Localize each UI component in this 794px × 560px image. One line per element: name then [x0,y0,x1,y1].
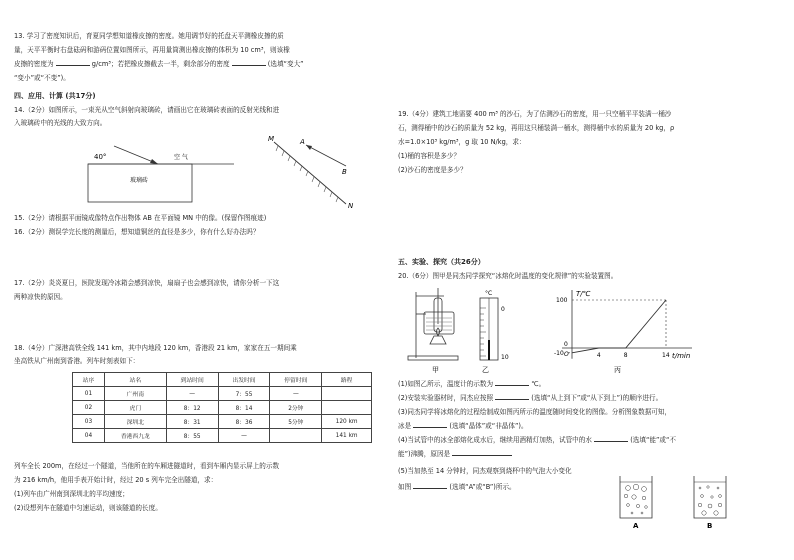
q20-sub1: (1)如图乙所示，温度计的示数为 ℃。 [398,380,546,388]
q19-line1: 19.（4分）建筑工地需要 400 m³ 的沙石，为了估测沙石的密度，用一只空桶平平装满一桶沙 [398,110,672,118]
scale-label-bottom: 10 [501,354,509,361]
x-tick-label: 14 [662,352,670,359]
label-beaker-a: A [633,522,639,530]
bubble-beakers [614,470,774,532]
answer-blank[interactable] [452,448,512,456]
mirror-hatching [276,146,338,202]
alcohol-lamp [430,336,446,344]
label-m: M [268,135,275,143]
q20-sub3-line1: (3)同杰同学将冰熔化的过程绘制成如图丙所示的温度随时间变化的图像。分析图象数据可知， [398,408,672,416]
glass-label: 玻璃砖 [130,177,149,184]
answer-blank[interactable] [413,481,447,489]
q20-sub4-line1: (4)当试管中的冰全部熔化成水后，继续用酒精灯加热，试管中的水 (选填“能”或“不 [398,436,676,444]
scale-label-top: 0 [501,306,505,313]
origin-label: O [564,351,569,358]
unit-label: °C [485,290,493,297]
label-beaker-b: B [707,522,713,530]
answer-blank[interactable] [232,58,266,66]
answer-blank[interactable] [594,434,628,442]
q20-figures [402,284,722,374]
q14-figures [74,132,374,210]
table-row: 02 虎门 8：12 8：14 2分钟 [73,401,372,415]
ray-arrow-icon [150,159,158,164]
q14-line2: 入玻璃砖中的光线的大致方向。 [14,119,107,127]
thermometer-figure [480,290,509,361]
melting-chart [554,290,692,360]
section-4-title: 四、应用、计算 (共17分) [14,92,96,100]
answer-blank[interactable] [495,378,529,386]
q14-line1: 14.（2分）如图所示，一束光从空气斜射向玻璃砖，请画出它在玻璃砖表面的反射光线和进 [14,106,280,114]
q13-line4: “变小”或“不变”)。 [14,74,70,82]
answer-blank[interactable] [495,392,529,400]
beaker [424,312,454,334]
q19-sub1: (1)桶的容积是多少？ [398,152,461,160]
apparatus-figure [408,288,458,360]
table-header-row: 站序 站名 到站时间 出发时间 停留时间 路程 [73,373,372,387]
q18-sub2: (2)设想列车在隧道中匀速运动，则该隧道的长度。 [14,504,162,512]
label-a: A [300,138,305,146]
x-tick-label: 4 [596,352,601,359]
beaker-a [620,476,652,530]
stand-base [408,356,458,360]
q20-line1: 20.（6分）图甲是同杰同学探究“冰熔化时温度的变化规律”的实验装置图。 [398,272,618,280]
label-n: N [348,202,354,210]
q18-line3: 列车全长 200m，在经过一个隧道，当他所在的车厢进隧道时，看到车厢内显示屏上的示数 [14,462,280,470]
label-yi: 乙 [482,366,489,374]
q20-sub3-line2: 冰是 (选填“晶体”或“非晶体”)。 [398,422,528,430]
table-row: 04 香港西九龙 8：55 — 141 km [73,429,372,443]
q15: 15.（2分）请根据平面镜成像特点作出物体 AB 在平面镜 MN 中的像。(保留作图痕迹) [14,214,267,222]
x-tick-label: 8 [623,352,628,359]
q20-sub2: (2)安装实验器材时，同杰应按照 (选填“从上到下”或“从下到上”)的顺序进行。 [398,394,663,402]
x-axis-label: t/min [672,352,691,360]
table-row: 03 深圳北 8：31 8：36 5分钟 120 km [73,415,372,429]
q13-line1: 13. 学习了密度知识后，育夏同学想知道橡皮擦的密度。她用调节好的托盘天平测橡皮擦的质 [14,32,284,40]
label-jia: 甲 [432,366,439,374]
y-tick-label: 0 [564,341,568,348]
answer-blank[interactable] [56,58,90,66]
angle-label: 40° [94,153,107,161]
water-hatching [426,318,452,330]
q17-line1: 17.（2分）炎炎夏日，医院发现冷冰箱会感到凉快，扇扇子也会感到凉快，请你分析一下这 [14,279,280,287]
label-b: B [342,168,347,176]
q17-line2: 两种凉快的原因。 [14,293,67,301]
q20-sub5-line2: 如图 (选填“A”或“B”)所示。 [398,483,516,491]
table-row: 01 广州南 — 7：55 — [73,387,372,401]
q20-sub5-line1: (5)当加热至 14 分钟时，同杰观察到烧杯中的气泡大小变化 [398,467,572,475]
q13-line2: 量，天平平衡时右盘砝码和游码位置如图所示，再用量筒测出橡皮擦的体积为 10 cm³，则该橡 [14,46,290,54]
q18-line4: 为 216 km/h，他用手表开始计时，经过 20 s 列车完全出隧道，求： [14,476,218,484]
series-line [572,300,666,353]
q18-sub1: (1)列车由广州南到深圳北的平均速度； [14,490,129,498]
q13-line3: 皮擦的密度为 g/cm³；若把橡皮擦截去一半，剩余部分的密度 (选填“变大” [14,60,304,68]
section-5-title: 五、实验、探究（共26分） [398,258,485,266]
bubbles-icon [624,484,647,514]
q19-sub2: (2)沙石的密度是多少？ [398,166,467,174]
y-axis-label: T/℃ [576,290,591,298]
q19-line2: 石，测得桶中的沙石的质量为 52 kg，再用这只桶装满一桶水，测得桶中水的质量为 20 kg，ρ [398,124,675,132]
y-tick-label: 100 [556,297,568,304]
air-label: 空 气 [174,154,188,161]
thermometer-ticks [480,308,486,356]
q18-line1: 18.（4分）广深港高铁全线 141 km，其中内地段 120 km，香港段 21 km，家家在五一期间乘 [14,344,297,352]
bubbles-icon [698,486,722,515]
object-ab [306,145,346,166]
object-arrow-icon [306,145,312,150]
q19-line3: 水=1.0×10³ kg/m³，g 取 10 N/kg，求： [398,138,526,146]
train-timetable [72,372,372,443]
beaker-b [694,476,726,530]
q16: 16.（2分）测误学完长度的测量后，想知道铜丝的直径是多少，你有什么好办法吗？ [14,228,260,236]
label-bing: 丙 [614,366,621,374]
answer-blank[interactable] [413,420,447,428]
y-tick-label: -10 [554,349,564,357]
q18-line2: 坐高铁从广州南到香港。列车时刻表如下： [14,357,140,365]
plane-mirror-figure [268,135,354,210]
glass-block-figure [88,146,234,202]
q20-sub4-line2: 能”)沸腾，原因是 [398,448,512,460]
mirror-line [274,142,346,204]
